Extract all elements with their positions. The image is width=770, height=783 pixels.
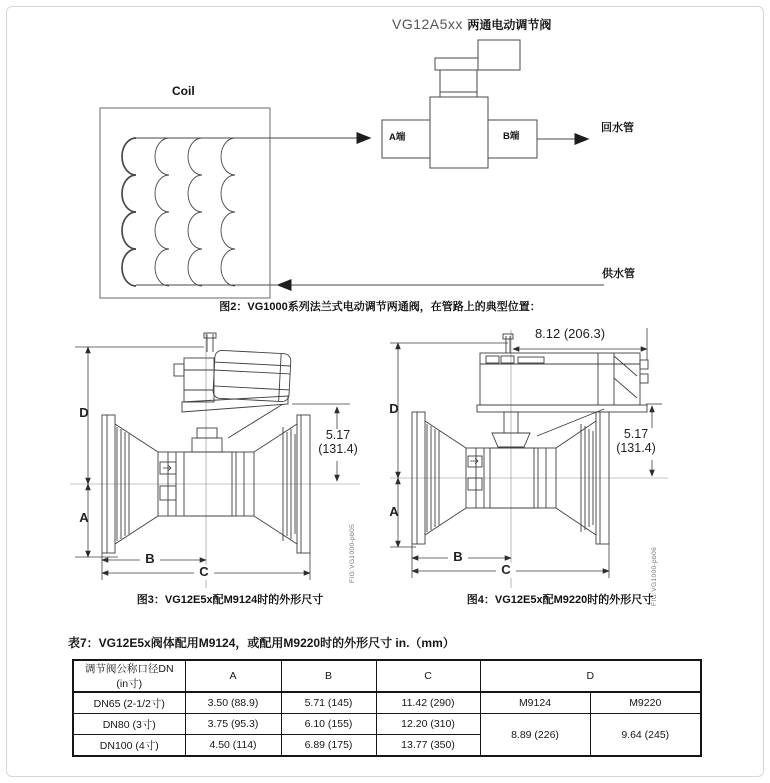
fig3-height-dim-in: 5.17 xyxy=(325,428,351,442)
port-b-label: B端 xyxy=(503,131,520,142)
fig4-height-dim-in: 5.17 xyxy=(623,427,649,441)
cell-d-m9124-label: M9124 xyxy=(480,692,590,714)
figure3-linework xyxy=(70,333,360,588)
piping-schematic xyxy=(100,40,604,298)
return-pipe-label: 回水管 xyxy=(601,122,634,134)
figure2-caption: 图2：VG1000系列法兰式电动调节两通阀，在管路上的典型位置： xyxy=(219,301,541,313)
cell-a: 4.50 (114) xyxy=(185,735,281,757)
cell-d-m9220-label: M9220 xyxy=(590,692,701,714)
fig4-drawing-id: FIG:VG1000-pb06 xyxy=(651,546,658,606)
coil-label: Coil xyxy=(172,84,195,98)
dimensions-table xyxy=(72,659,702,757)
valve-schematic xyxy=(382,40,537,168)
coil-box xyxy=(100,108,270,298)
fig4-height-dim-mm: (131.4) xyxy=(616,441,656,455)
page-title xyxy=(392,16,551,34)
col-header-dn-line1: 调节阀公称口径DN xyxy=(84,663,174,675)
cell-dn: DN65 (2-1/2寸) xyxy=(73,692,185,714)
col-header-dn xyxy=(73,660,185,692)
table-header-row xyxy=(73,660,701,692)
figure3-dimensions xyxy=(75,347,350,580)
coil-tubes xyxy=(122,138,235,286)
figure4-linework xyxy=(390,328,668,588)
col-header-b: B xyxy=(281,660,376,692)
cell-c: 13.77 (350) xyxy=(376,735,480,757)
port-a-label: A端 xyxy=(389,132,406,143)
fig4-dim-b-label: B xyxy=(448,550,468,565)
cell-c: 12.20 (310) xyxy=(376,714,480,735)
col-header-d: D xyxy=(480,660,701,692)
cell-d-m9220-value: 9.64 (245) xyxy=(590,714,701,757)
supply-pipe-label: 供水管 xyxy=(602,268,635,280)
cell-c: 11.42 (290) xyxy=(376,692,480,714)
cell-b: 6.89 (175) xyxy=(281,735,376,757)
fig3-height-dim-mm: (131.4) xyxy=(318,442,358,456)
fig3-dim-b-label: B xyxy=(140,552,160,567)
fig4-dim-d-label: D xyxy=(389,401,399,416)
cell-dn: DN100 (4寸) xyxy=(73,735,185,757)
fig4-dim-c-label: C xyxy=(496,563,516,578)
cell-d-m9124-value: 8.89 (226) xyxy=(480,714,590,757)
cell-dn: DN80 (3寸) xyxy=(73,714,185,735)
cell-a: 3.50 (88.9) xyxy=(185,692,281,714)
cell-b: 6.10 (155) xyxy=(281,714,376,735)
fig3-drawing-id: FIG:VG1000-pb05 xyxy=(349,523,356,583)
fig4-width-dim: 8.12 (206.3) xyxy=(534,326,606,341)
cell-b: 5.71 (145) xyxy=(281,692,376,714)
table-row-dn65 xyxy=(73,692,701,714)
col-header-dn-line2: (in寸) xyxy=(116,678,143,690)
actuator-m9124 xyxy=(174,333,291,438)
page-title-suffix: 两通电动调节阀 xyxy=(467,18,552,32)
page-title-model: VG12A5xx xyxy=(392,16,463,32)
cell-a: 3.75 (95.3) xyxy=(185,714,281,735)
table7-title: 表7：VG12E5x阀体配用M9124，或配用M9220时的外形尺寸 in.（mm） xyxy=(68,636,455,650)
fig3-dim-d-label: D xyxy=(79,405,89,420)
col-header-a: A xyxy=(185,660,281,692)
fig3-dim-c-label: C xyxy=(194,565,214,580)
fig4-dim-a-label: A xyxy=(389,504,399,519)
col-header-c: C xyxy=(376,660,480,692)
figure4-caption: 图4：VG12E5x配M9220时的外形尺寸 xyxy=(466,594,654,606)
figure3-caption: 图3：VG12E5x配M9124时的外形尺寸 xyxy=(136,594,324,606)
fig3-dim-a-label: A xyxy=(79,510,89,525)
table-row-dn80 xyxy=(73,714,701,735)
